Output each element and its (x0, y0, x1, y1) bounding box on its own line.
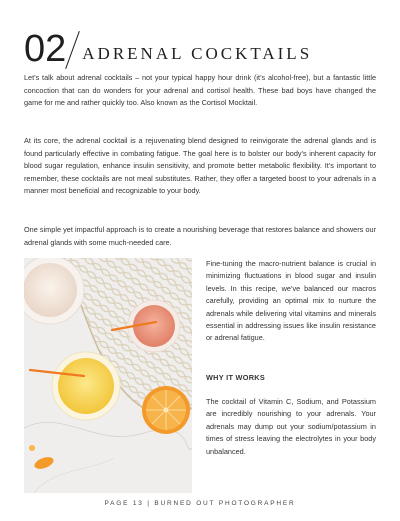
approach-paragraph: One simple yet impactful approach is to create a nourishing beverage that restores balance and showers our adrenal glands with some much-needed care. (24, 225, 376, 247)
section-header (24, 24, 312, 68)
cocktails-photo (24, 258, 192, 493)
why-it-works-paragraph: The cocktail of Vitamin C, Sodium, and Potassium are incredibly nourishing to your adrenals. Your adrenals may dump out your sodium/potassium in times of stress leaving the electrolytes in your body unbalanced. (206, 397, 376, 456)
intro-paragraph: Let’s talk about adrenal cocktails – not your typical happy hour drink (it’s alcohol-free), but a fantastic little concoction that can do wonders for your adrenal and cortisol health. These bad boys have changed the game for me and rather quickly too. Also known as the Cortisol Mocktail. (24, 73, 376, 108)
page-footer: PAGE 13 | BURNED OUT PHOTOGRAPHER (104, 500, 296, 507)
divider-slash (65, 31, 80, 69)
section-number: 02 (24, 28, 67, 70)
core-paragraph: At its core, the adrenal cocktail is a rejuvenating blend designed to reinvigorate the adrenal glands and is found particularly effective in combating fatigue. The goal here is to bolster our body’s inherent capacity for blood sugar regulation, enhance insulin sensitivity, and promote better metabolic flexibility. It’s important to remember, these cocktails are not meal substitutes. Rather, they offer a targeted boost to your adrenals in a manner most beneficial and recognizable to your body. (24, 136, 376, 196)
macro-paragraph: Fine-tuning the macro-nutrient balance is crucial in minimizing fluctuations in blood sugar and insulin levels. In this recipe, we’ve balanced our macros carefully, providing an optimal mix to nurture the adrenals while delivering vital vitamins and minerals essential in addressing issues like insulin resistance or adrenal fatigue. (206, 259, 376, 343)
section-title: ADRENAL COCKTAILS (82, 44, 313, 63)
why-it-works-heading: WHY IT WORKS (206, 373, 265, 382)
